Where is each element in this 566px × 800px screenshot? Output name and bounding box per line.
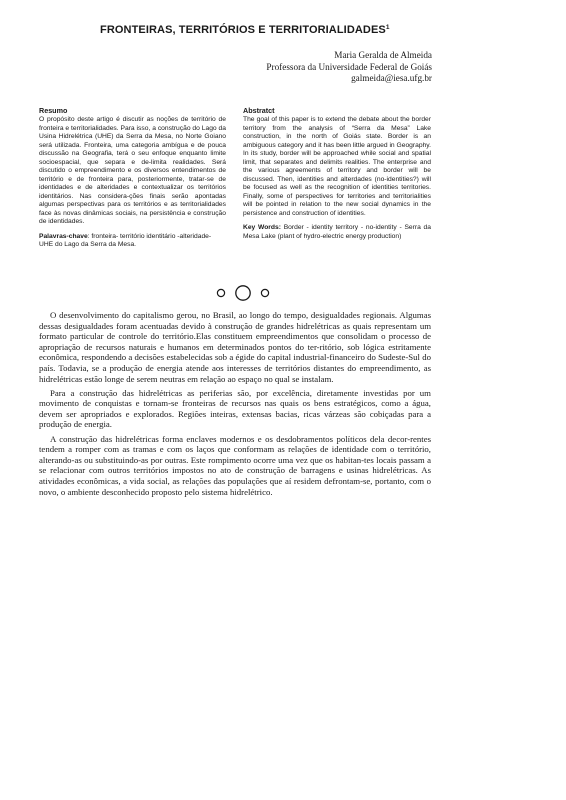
divider-small-circle-right bbox=[261, 289, 268, 296]
resumo-keywords bbox=[39, 233, 226, 250]
abstract-keywords bbox=[243, 224, 431, 241]
body-paragraph-3: A construção das hidrelétricas forma enclaves modernos e os desdobramentos políticos dela decor-rentes tendem a romper com as tramas e com os laços que conformam as relações de identidade com o território, alterando-as ou substituindo-as por outras. Este rompimento ocorre uma vez que os habitan-tes locais passam a se relacionar com outros territórios impostos no ato de construção de barragens e usinas hidrelétricas. As atividades econômicas, a vida social, as relações das populações que aí residem defrontam-se, portanto, com o novo, o ambiente desconhecido proposto pelo sistema hidrelétrico. bbox=[39, 433, 431, 497]
divider-large-circle bbox=[236, 286, 250, 300]
body-text bbox=[39, 310, 431, 501]
resumo-column bbox=[39, 107, 226, 250]
section-divider-ornament bbox=[213, 283, 273, 303]
article-title-text: FRONTEIRAS, TERRITÓRIOS E TERRITORIALIDADES bbox=[100, 24, 386, 36]
abstract-text: The goal of this paper is to extend the debate about the border territory from the analysis of “Serra da Mesa” Lake construction, in the north of Goiás state. Border is an ambiguous category and it has been little argued in Geography. In its study, border will be approached while social and spatial limit, that separates and delimits realities. The enterprise and the various agreements of territory and border will be discussed. Then, identities and alterdades (no-identities?) will be focused as well as the recognition of identities territories. Finally, some of perspectives for territories and territorialities will be pointed in relation to the new social dynamics in the persistence and construction of identities. bbox=[243, 116, 431, 217]
resumo-keywords-text: : fronteira- território identitário -alteridade- UHE do Lago da Serra da Mesa. bbox=[39, 232, 212, 248]
author-name: Maria Geralda de Almeida bbox=[334, 50, 432, 60]
body-paragraph-2: Para a construção das hidrelétricas as periferias são, por excelência, diretamente investidas por um movimento de conquistas e tornam-se fronteiras de recursos nas quais os bens estratégicos, como a água, devem ser apropriados e explorados. Regiões inteiras, extensas bacias, ricas várzeas são cobiçadas para a produção de energia. bbox=[39, 387, 431, 430]
resumo-heading: Resumo bbox=[39, 106, 68, 115]
abstract-keywords-label: Key Words: bbox=[243, 224, 281, 231]
resumo-keywords-label: Palavras-chave bbox=[39, 232, 88, 240]
article-title bbox=[100, 24, 390, 36]
resumo-text: O propósito deste artigo é discutir as noções de território de fronteira e territorialidades. Para isso, a construção do Lago da Usina Hidrelétrica (UHE) da Serra da Mesa, no Norte Goiano será utilizada. Fronteira, uma categoria ambígua e de pouca discussão na Geografia, terá o seu enfoque enquanto limite socioespacial, que separa e de-limita realidades. Será discutido o empreendimento e os diversos entendimentos de território e de fronteira para, posteriormente, tratar-se de identidades e de alteridades e contextualizar os territórios identitários. Nas considera-ções finais serão apontadas algumas perspectivas para os territórios e as territorialidades face às novas dinâmicas sociais, na persistência e construção de identidades. bbox=[39, 116, 226, 225]
divider-small-circle-left bbox=[217, 289, 224, 296]
author-block bbox=[266, 50, 432, 85]
body-paragraph-1: O desenvolvimento do capitalismo gerou, no Brasil, ao longo do tempo, desigualdades regionais. Algumas dessas desigualdades foram acentuadas devido à construção de grandes hidrelétricas as quais representam um formato particular de controle do território.Elas constituem empreendimentos que consolidam o processo de apropriação de recursos naturais e humanos em determinados pontos do ter-ritório, sob lógica estritamente econômica, respondendo a decisões estabelecidas sob a égide do capital industrial-financeiro do Sudeste-Sul do país. Todavia, se a produção de energia atende aos interesses de territórios distantes do empreendimento, as hidrelétricas estão longe de serem neutras em relação ao espaço no qual se instalam. bbox=[39, 310, 431, 384]
abstract-column bbox=[243, 107, 431, 241]
abstract-heading: Abstratct bbox=[243, 106, 275, 115]
title-footnote-marker: 1 bbox=[385, 24, 390, 31]
abstract-keywords-text: Border - identity territory - no-identity - Serra da Mesa Lake (plant of hydro-electric energy production) bbox=[243, 224, 431, 240]
author-affiliation: Professora da Universidade Federal de Goiás bbox=[266, 61, 432, 72]
author-email: galmeida@iesa.ufg.br bbox=[351, 73, 432, 83]
